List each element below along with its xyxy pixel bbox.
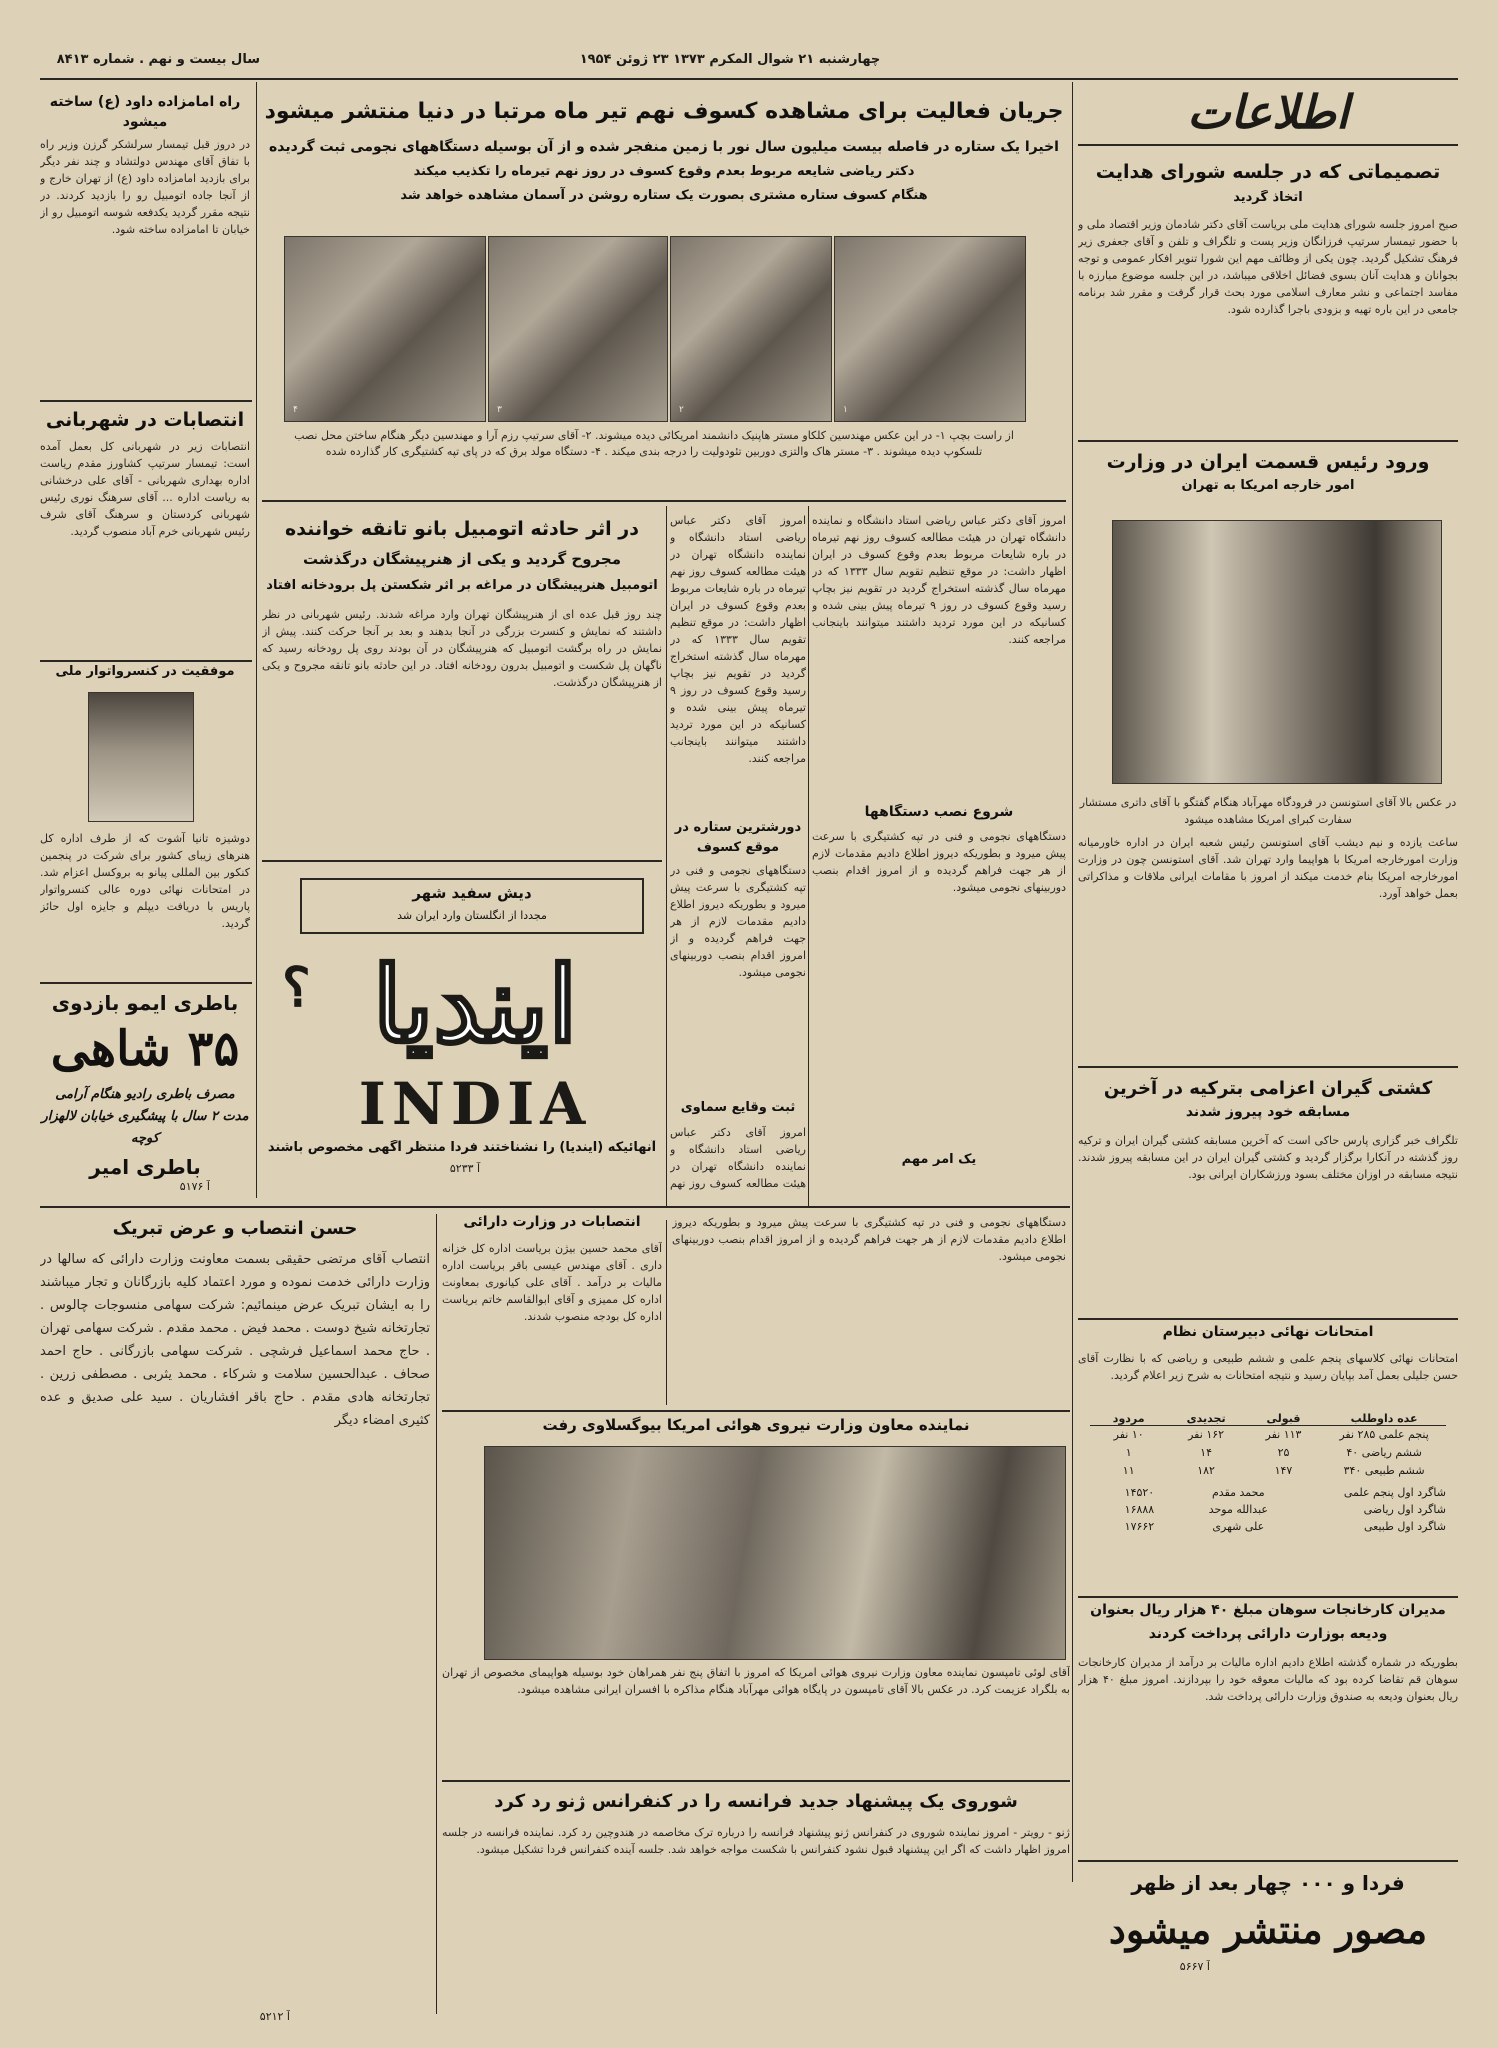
exam-table-header bbox=[1090, 1412, 1446, 1426]
council-subhead: اتخاذ گردید bbox=[1233, 190, 1303, 205]
top-student-cell: شاگرد اول ریاضی bbox=[1363, 1503, 1446, 1516]
photo-number: ۳ bbox=[497, 405, 502, 415]
exam-table-body bbox=[1090, 1426, 1446, 1480]
airport-meeting-photo bbox=[1112, 520, 1442, 784]
eclipse-body-5: امروز آقای دکتر عباس ریاضی استاد دانشگاه و نماینده دانشگاه تهران در هیئت مطالعه کسوف روز نهم bbox=[670, 1126, 806, 1190]
top-student-cell: شاگرد اول پنجم علمی bbox=[1343, 1486, 1446, 1499]
exam-table-cell: ۲۵ bbox=[1277, 1446, 1290, 1459]
pianist-portrait-photo bbox=[88, 692, 194, 822]
wrestlers-body: تلگراف خبر گزاری پارس حاکی است که آخرین مسابقه کشتی گیران ایران و ترکیه روز گذشته در آنکارا برگزار گردید و کشتی گیران ایران در این مسابقه پیروز شدند. نتیجه مسابقه در اوزان مختلف بسود ورزشکاران ایرانی بود. bbox=[1078, 1134, 1458, 1181]
battery-ad-title: باطری ایمو بازدوی bbox=[51, 991, 239, 1015]
top-student-cell: ۱۷۶۶۲ bbox=[1124, 1520, 1155, 1533]
geneva-body: ژنو - رویتر - امروز نماینده شوروی در کنفرانس ژنو پیشنهاد فرانسه را درباره ترک مخاصمه در هندوچین رد کرد. نماینده فرانسه در جلسه امروز اظهار داشت که اگر این پیشنهاد قبول نشود کنفرانس با شکست مواجه خواهد شد. جلسه آینده کنفرانس فردا تشکیل میشود. bbox=[442, 1826, 1070, 1856]
top-student-cell: عبدالله موحد bbox=[1208, 1503, 1268, 1516]
us-official-subhead: امور خارجه امریکا به تهران bbox=[1181, 478, 1355, 493]
weekly-ad-code: آ ۵۶۶۷ bbox=[1179, 1960, 1210, 1973]
exam-table-cell: ۱۴۷ bbox=[1274, 1464, 1293, 1477]
road-body: در دروز قبل تیمسار سرلشکر گرزن وزیر راه با تفاق آقای مهندس دولتشاد و چند نفر دیگر برای بازدید امامزاده داود (ع) از تهران خارج و از آنجا جاده اتومبیل رو را بازدید کردند. در نتیجه مقرر گردید یکدفعه شوسه اتومبیل رو از خیابان تا امامزاده ساخته شود. bbox=[40, 138, 250, 236]
exam-table-row bbox=[1090, 1444, 1446, 1462]
weekly-ad-line2: مصور منتشر میشود bbox=[1108, 1907, 1428, 1952]
column-rule bbox=[666, 1220, 667, 1405]
eclipse-body-1: امروز آقای دکتر عباس ریاضی استاد دانشگاه و نماینده دانشگاه تهران در هیئت مطالعه کسوف روز نهم تیرماه در باره شایعات مربوط بعدم وقوع کسوف در ایران اظهار داشت: در موقع تنظیم تقویم سال ۱۳۳۳ که در مهرماه سال گذشته استخراج گردید در تقویم نیز بچاپ رسید وقوع کسوف در روز ۹ تیرماه پیش بینی شده و کسانیکه در این مورد تردید داشتند میتوانند باینجانب مراجعه کنند. bbox=[812, 514, 1066, 646]
section-rule bbox=[1078, 1596, 1458, 1598]
exam-table-row bbox=[1090, 1462, 1446, 1480]
eclipse-body-4: دستگاههای نجومی و فنی در تپه کشتیگری با سرعت پیش میرود و بطوریکه دیروز اطلاع دادیم مقدمات لازم از هر جهت فراهم گردیده و از امروز اقدام بنصب دوربینهای نجومی میشود. bbox=[670, 864, 806, 979]
yugoslavia-caption: آقای لوئی تامپسون نماینده معاون وزارت نیروی هوائی امریکا که امروز با اتفاق پنج نفر همراهان خود بوسیله هواپیمای مخصوص از تهران به بلگراد عزیمت کرد. در عکس بالا آقای تامپسون در پایگاه هوائی مهرآباد هنگام مذاکره با افسران ایرانی مشاهده میشود. bbox=[442, 1666, 1070, 1696]
exam-table-cell: ۱۶۲ نفر bbox=[1188, 1428, 1225, 1441]
top-student-cell: ۱۶۸۸۸ bbox=[1124, 1503, 1155, 1516]
exam-top-students bbox=[1090, 1484, 1446, 1535]
column-rule bbox=[666, 506, 667, 1206]
photo-number: ۲ bbox=[679, 405, 684, 415]
question-mark-glyph: ؟ bbox=[282, 955, 311, 1019]
conservatory-headline: موفقیت در کنسرواتوار ملی bbox=[55, 664, 235, 679]
eclipse-photo-1 bbox=[834, 236, 1026, 422]
airport-photo-caption: در عکس بالا آقای استونسن در فرودگاه مهرآباد هنگام گفتگو با آقای داتری مستشار سفارت کبرای امریکا مشاهده میشود bbox=[1079, 796, 1457, 826]
weekly-ad-line1: فردا و ۰۰۰ چهار بعد از ظهر bbox=[1131, 1871, 1405, 1895]
section-rule bbox=[40, 400, 252, 402]
india-ad-footer: آنهائیکه (ایندیا) را نشناختند فردا منتظر آگهی مخصوص باشند bbox=[267, 1140, 657, 1155]
top-student-cell: شاگرد اول طبیعی bbox=[1364, 1520, 1446, 1533]
section-rule bbox=[40, 982, 252, 984]
newspaper-logo: اطلاعات bbox=[1187, 85, 1349, 139]
us-official-body: ساعت یازده و نیم دیشب آقای استونسن رئیس شعبه ایران در اداره خاورمیانه وزارت امورخارجه امریکا با هواپیما وارد تهران شد. آقای استونسن چون در وزارت امورخارجه امریکا بنام خدمت میکند از امروز با مقامات ایرانی ملاقات و مذاکراتی بعمل خواهد آورد. bbox=[1078, 836, 1458, 900]
issue-date: چهارشنبه ۲۱ شوال المکرم ۱۳۷۳ ۲۳ ژوئن ۱۹۵۴ bbox=[579, 52, 881, 67]
section-rule bbox=[442, 1780, 1070, 1782]
accident-headline: در اثر حادثه اتومبیل بانو تانقه خواننده bbox=[285, 518, 639, 540]
exam-body: امتحانات نهائی کلاسهای پنجم علمی و ششم طبیعی و ریاضی که با نظارت آقای حسن جلیلی بعمل آمد بپایان رسید و نتیجه امتحانات به شرح زیر اعلام گردید. bbox=[1078, 1352, 1458, 1382]
exam-table-row bbox=[1090, 1426, 1446, 1444]
road-headline: راه امامزاده داود (ع) ساخته میشود bbox=[49, 94, 241, 130]
exam-table-cell: ۱۱۳ نفر bbox=[1265, 1428, 1302, 1441]
column-rule bbox=[808, 506, 809, 1206]
wrestlers-headline: کشتی گیران اعزامی بترکیه در آخرین bbox=[1103, 1078, 1433, 1099]
column-rule bbox=[1072, 82, 1073, 1882]
exam-table-header-cell: تجدیدی bbox=[1167, 1412, 1244, 1426]
section-rule bbox=[40, 660, 252, 662]
india-ad-title: دیش سفید شهر bbox=[412, 884, 532, 902]
factory-body: بطوریکه در شماره گذشته اطلاع دادیم اداره مالیات بر درآمد از مدیران کارخانجات سوهان قم تقاضا کرده بود که مالیات معوقه خود را بپردازند. امروز مبلغ ۴۰ هزار ریال بعنوان ودیعه به صندوق وزارت دارائی پرداخت شد. bbox=[1078, 1656, 1458, 1703]
eclipse-section-important: یک امر مهم bbox=[901, 1152, 977, 1167]
eclipse-photo-caption: از راست بچپ ۱- در این عکس مهندسین کلکاو مستر هاپنیک دانشمند امریکائی دیده میشوند. ۲- آقای سرتیپ رزم آرا و مهندسین دیگر هنگام ساختن محل نصب تلسکوپ دیده میشوند . ۳- مستر هاک والتزی دوربین تئودولیت را درجه بندی میکند . ۴- دستگاه مولد برق که در پای تپه کشتیگری کار گذارده شده bbox=[294, 429, 1014, 458]
india-ad-code: آ ۵۲۳۳ bbox=[449, 1162, 481, 1175]
issue-number: سال بیست و نهم . شماره ۸۴۱۳ bbox=[56, 52, 260, 67]
section-rule bbox=[442, 1410, 1070, 1412]
eclipse-headline: جریان فعالیت برای مشاهده کسوف نهم تیر ماه مرتبا در دنیا منتشر میشود bbox=[264, 99, 1064, 124]
congrats-code: آ ۵۲۱۲ bbox=[259, 2010, 290, 2023]
column-rule bbox=[256, 82, 257, 1198]
eclipse-section-farthest-star: دورشترین ستاره در موقع کسوف bbox=[674, 820, 802, 855]
top-student-cell: ۱۴۵۲۰ bbox=[1124, 1486, 1155, 1499]
eclipse-body-3: امروز آقای دکتر عباس ریاضی استاد دانشگاه و نماینده دانشگاه تهران در هیئت مطالعه کسوف روز نهم تیرماه در باره شایعات مربوط بعدم وقوع کسوف در ایران اظهار داشت: در موقع تنظیم تقویم سال ۱۳۳۳ که در مهرماه سال گذشته استخراج گردید در تقویم نیز بچاپ رسید وقوع کسوف در روز ۹ تیرماه پیش بینی شده و کسانیکه در این مورد تردید داشتند میتوانند باینجانب مراجعه کنند. bbox=[670, 514, 806, 765]
wrestlers-subhead: مسابقه خود پیروز شدند bbox=[1185, 1104, 1351, 1120]
section-rule bbox=[1078, 1860, 1458, 1862]
conservatory-body: دوشیزه تانیا آشوت که از طرف اداره کل هنرهای زیبای کشور برای شرکت در پنجمین کنکور بین المللی پیانو به بروکسل اعزام شد. در امتحانات نهائی دوره عالی کنسرواتوار پاریس با دریافت دیپلم و جایزه اول حائز گردید. bbox=[40, 832, 250, 930]
exam-table-cell: ششم طبیعی ۳۴۰ bbox=[1343, 1464, 1425, 1477]
delegation-meeting-photo bbox=[484, 1446, 1066, 1660]
eclipse-photo-3 bbox=[488, 236, 668, 422]
eclipse-continued-body: دستگاههای نجومی و فنی در تپه کشتیگری با سرعت پیش میرود و بطوریکه دیروز اطلاع دادیم مقدمات لازم از هر جهت فراهم گردیده و از امروز اقدام بنصب دوربینهای نجومی میشود. bbox=[672, 1216, 1066, 1263]
eclipse-photo-4 bbox=[284, 236, 486, 422]
battery-ad-code: آ ۵۱۷۶ bbox=[179, 1180, 210, 1193]
us-official-headline: ورود رئیس قسمت ایران در وزارت bbox=[1106, 451, 1430, 473]
exam-table-cell: ۱ bbox=[1125, 1446, 1132, 1459]
top-student-row bbox=[1090, 1501, 1446, 1518]
police-headline: انتصابات در شهربانی bbox=[45, 409, 245, 431]
top-student-cell: محمد مقدم bbox=[1212, 1486, 1265, 1499]
exam-results-table bbox=[1090, 1412, 1446, 1548]
section-rule bbox=[40, 1206, 1070, 1208]
photo-number: ۴ bbox=[293, 405, 298, 415]
india-ad-latin-logo: INDIA bbox=[358, 1072, 592, 1136]
eclipse-photo-2 bbox=[670, 236, 832, 422]
accident-body: چند روز قبل عده ای از هنرپیشگان تهران وارد مراغه شدند. رئیس شهربانی در نظر داشتند که نمایش و کنسرت بزرگی در آنجا بدهند و بعد بر آنجا حرکت کنند. پیش از نمایش در راه برگشت اتومبیل که هنرپیشگان در آن بودند روی پل رودخانه رسید که ناگهان پل شکست و اتومبیل بدرون رودخانه افتاد. در این حادثه بانو تانقه مجروح و یکی از هنرپیشگان درگذشت. bbox=[262, 608, 662, 689]
exam-headline: امتحانات نهائی دبیرستان نظام bbox=[1162, 1324, 1374, 1340]
council-body: صبح امروز جلسه شورای هدایت ملی بریاست آقای دکتر شادمان وزیر اقتصاد ملی و با حضور تیمسار سرتیپ فرزانگان وزیر پست و تلگراف و تلفن و آقای جعفری زیر فرهنگ تشکیل گردید. چون یکی از وظائف مهم این شورا تنویر افکار عمومی و توجه بجوانان و هدایت آنان بسوی فضائل اخلاقی میباشد، در این جلسه موضوع مبارزه با مفاسد اجتماعی و نشر معارف اسلامی مورد بحث قرار گرفت و مقرر شد برنامه جامعی در این باره تهیه و بزودی باجرا گذارده شود. bbox=[1078, 218, 1458, 316]
exam-table-cell: ششم ریاضی ۴۰ bbox=[1346, 1446, 1422, 1459]
eclipse-section-records: ثبت وقایع سماوی bbox=[680, 1100, 796, 1115]
top-student-cell: علی شهری bbox=[1212, 1520, 1265, 1533]
section-rule bbox=[262, 500, 1066, 502]
factory-subhead: ودیعه بوزارت دارائی پرداخت کردند bbox=[1148, 1626, 1388, 1642]
column-rule bbox=[436, 1214, 437, 2014]
exam-table-cell: پنجم علمی ۲۸۵ نفر bbox=[1339, 1428, 1429, 1441]
finance-body: آقای محمد حسین بیژن بریاست اداره کل خزانه داری . آقای مهندس عیسی باقر بریاست اداره مالیات بر درآمد . آقای علی کیانوری بمعاونت اداره کل ممیزی و آقای ابوالقاسم خاتم بریاست اداره کل بودجه منصوب شدند. bbox=[442, 1242, 662, 1323]
section-rule bbox=[1078, 1318, 1458, 1320]
masthead-rule bbox=[40, 78, 1458, 80]
eclipse-subhead-3: هنگام کسوف ستاره مشتری بصورت یک ستاره روشن در آسمان مشاهده خواهد شد bbox=[400, 188, 928, 203]
exam-table-cell: ۱۸۲ bbox=[1197, 1464, 1215, 1477]
section-rule bbox=[1078, 440, 1458, 442]
battery-ad-price: ۳۵ شاهی bbox=[50, 1021, 240, 1077]
exam-table-cell: ۱۴ bbox=[1200, 1446, 1212, 1459]
congrats-body: انتصاب آقای مرتضی حقیقی بسمت معاونت وزارت دارائی که سالها در وزارت دارائی خدمت نموده و مورد اعتماد کلیه بازرگانان و تجار میباشند را به ایشان تبریک عرض مینمائیم: شرکت سهامی منسوجات چالوس . تجارتخانه شیخ دوست . محمد فیض . محمد مقدم . شرکت سهامی تهران . حاج محمد اسماعیل فرشچی . شرکت سهامی بازرگانی . حاج احمد صحاف . عبدالحسین سلامت و شرکاء . محمد یثربی . مصطفی زرین . تجارتخانه هادی مقدم . حاج باقر افشاریان . سید علی صدیق و عده کثیری امضاء دیگر bbox=[40, 1252, 430, 1428]
accident-subhead-1: مجروح گردید و یکی از هنرپیشگان درگذشت bbox=[303, 550, 621, 568]
eclipse-body-2: دستگاههای نجومی و فنی در تپه کشتیگری با سرعت پیش میرود و بطوریکه دیروز اطلاع دادیم مقدمات لازم از هر جهت فراهم گردیده و از امروز اقدام بنصب دوربینهای نجومی میشود. bbox=[812, 830, 1066, 894]
accident-subhead-2: اتومبیل هنرپیشگان در مراغه بر اثر شکستن پل برودخانه افتاد bbox=[266, 578, 658, 593]
india-ad-persian-logo: ایندیا bbox=[372, 943, 578, 1066]
section-rule bbox=[1078, 1066, 1458, 1068]
eclipse-subhead-2: دکتر ریاضی شایعه مربوط بعدم وقوع کسوف در روز نهم تیرماه را تکذیب میکند bbox=[413, 164, 915, 179]
factory-headline: مدیران کارخانجات سوهان مبلغ ۴۰ هزار ریال بعنوان bbox=[1090, 1602, 1446, 1618]
eclipse-subhead-1: اخیرا یک ستاره در فاصله بیست میلیون سال نور با زمین منفجر شده و از آن بوسیله دستگاههای نجومی ثبت گردیده bbox=[269, 139, 1059, 155]
yugoslavia-headline: نماینده معاون وزارت نیروی هوائی امریکا بیوگسلاوی رفت bbox=[542, 1416, 970, 1434]
top-student-row bbox=[1090, 1484, 1446, 1501]
section-rule bbox=[262, 860, 662, 862]
exam-table-header-cell: قبولی bbox=[1245, 1412, 1322, 1426]
top-student-row bbox=[1090, 1518, 1446, 1535]
congrats-headline: حسن انتصاب و عرض تبریک bbox=[112, 1218, 358, 1239]
india-ad-subtitle: مجددا از انگلستان وارد ایران شد bbox=[397, 909, 547, 922]
geneva-headline: شوروی یک پیشنهاد جدید فرانسه را در کنفرانس ژنو رد کرد bbox=[494, 1791, 1018, 1812]
exam-table-cell: ۱۱ bbox=[1122, 1464, 1135, 1477]
battery-ad-text: مصرف باطری رادیو هنگام آرامی مدت ۲ سال با پیشگیری خیابان لالهزار کوچه bbox=[41, 1087, 249, 1146]
exam-table-cell: ۱۰ نفر bbox=[1113, 1428, 1144, 1441]
logo-rule bbox=[1078, 144, 1458, 146]
police-body: انتصابات زیر در شهربانی کل بعمل آمده است: تیمسار سرتیپ کشاورز مقدم ریاست اداره بهداری شهربانی - آقای علی درخشانی به ریاست اداره ... آقای سرهنگ نوری رئیس شهربانی کردستان و سرهنگ آقای شرف رئیس شهربانی خرم آباد منصوب گردید. bbox=[40, 440, 250, 538]
photo-number: ۱ bbox=[843, 405, 848, 415]
battery-ad-brand: باطری امیر bbox=[89, 1155, 201, 1179]
exam-table-header-cell: عده داوطلب bbox=[1322, 1412, 1446, 1426]
eclipse-section-install: شروع نصب دستگاهها bbox=[864, 804, 1014, 820]
exam-table-header-cell: مردود bbox=[1090, 1412, 1167, 1426]
finance-headline: انتصابات در وزارت دارائی bbox=[463, 1214, 641, 1230]
council-headline: تصمیماتی که در جلسه شورای هدایت bbox=[1095, 161, 1441, 183]
india-ad-banner bbox=[300, 878, 644, 934]
